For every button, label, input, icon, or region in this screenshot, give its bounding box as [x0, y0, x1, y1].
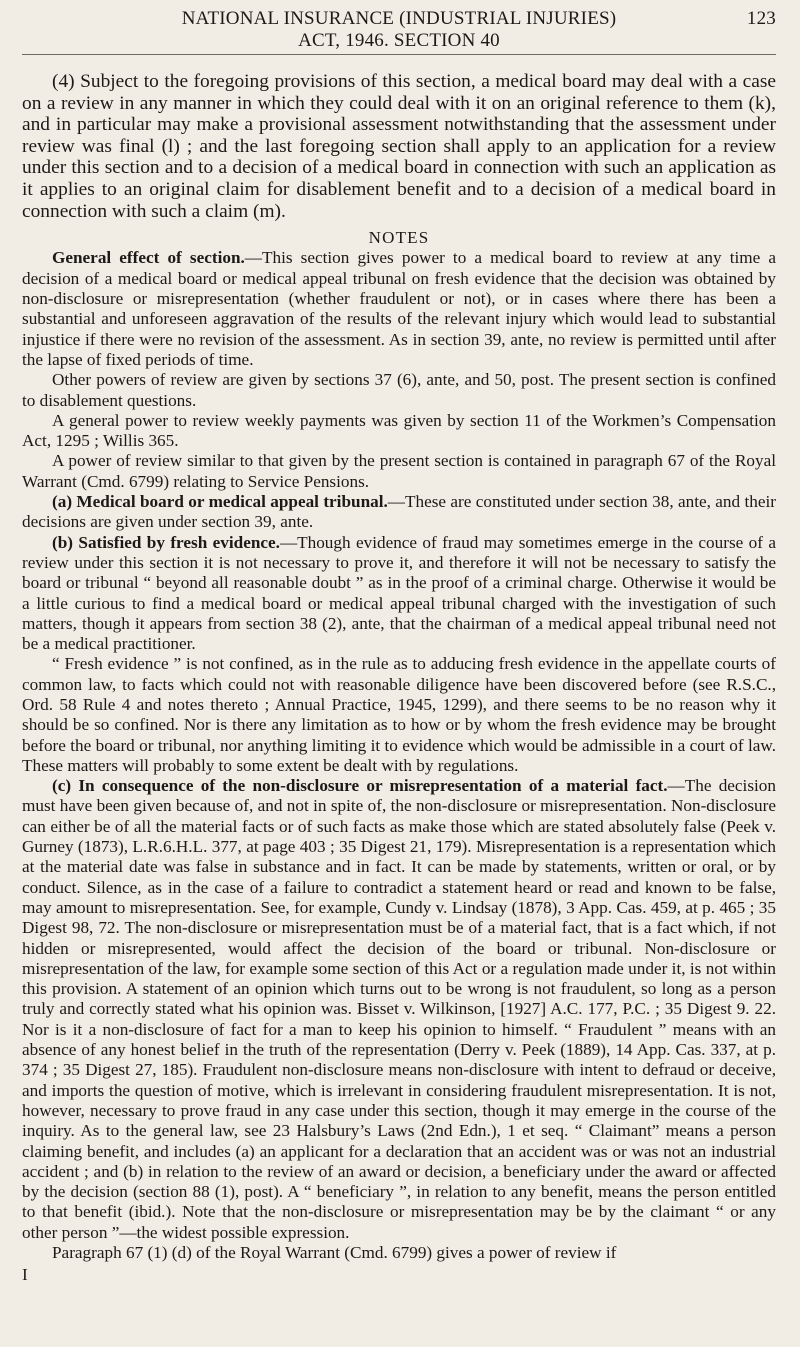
- note-heading: (a) Medical board or medical appeal tribunal.: [52, 492, 388, 512]
- note-text: —These are constituted under section 38, ante, and their decisions are given under section 39, ante.: [22, 492, 776, 532]
- note-text: A general power to review weekly payments was given by section 11 of the Workmen’s Compensation Act, 1295 ; Willis 365.: [22, 410, 776, 451]
- note-heading: (c) In consequence of the non-disclosure or misrepresentation of a material fact.: [52, 776, 668, 796]
- note-paragraph: [22, 533, 776, 655]
- notes-heading: NOTES: [368, 228, 430, 248]
- note-paragraph: [22, 411, 776, 452]
- note-paragraph: [22, 451, 776, 492]
- note-heading: General effect of section.: [52, 248, 245, 268]
- note-paragraph: [22, 776, 776, 1243]
- running-header: [22, 0, 776, 51]
- subsection-4-text: (4) Subject to the foregoing provisions of this section, a medical board may deal with a case on a review in any manner in which they could deal with it on an original reference to them (k), and in particular may make a provisional assessment notwithstanding that the assessment under review was final (l) ; and the last foregoing section shall apply to an application for a review under this section and to a decision of a medical board in connection with such an application as it applies to an original claim for disablement benefit and to a decision of a medical board in connection with such a claim (m).: [22, 71, 776, 222]
- header-rule: [22, 54, 776, 55]
- note-paragraph: [22, 492, 776, 533]
- page-body: [22, 71, 776, 1286]
- note-text: “ Fresh evidence ” is not confined, as in the rule as to adducing fresh evidence in the appellate courts of common law, to facts which could not with reasonable diligence have been discovered before (see R.S.C., Ord. 58 Rule 4 and notes thereto ; Annual Practice, 1945, 1299), and there seems to be no reason why it should be so confined. Nor is there any limitation as to how or by whom the fresh evidence may be brought before the board or tribunal, nor anything limiting it to evidence which would be admissible in a court of law. These matters will probably to some extent be dealt with by regulations.: [22, 654, 776, 775]
- footer-signature-mark: I: [22, 1265, 28, 1285]
- note-paragraph: [22, 248, 776, 370]
- running-title-line1: NATIONAL INSURANCE (INDUSTRIAL INJURIES): [181, 8, 617, 29]
- note-text: —This section gives power to a medical board to review at any time a decision of a medical board or medical appeal tribunal on fresh evidence that the decision was obtained by non-disclosure or misrepresentation (whether fraudulent or not), or in cases where there has been a substantial and unforeseen aggravation of the results of the relevant injury which would lead to substantial injustice if there were no revision of the assessment. As in section 39, ante, no review is permitted until after the lapse of fixed periods of time.: [22, 248, 777, 369]
- notes-list: [22, 248, 776, 1263]
- note-heading: (b) Satisfied by fresh evidence.: [52, 532, 280, 552]
- note-text: Other powers of review are given by sections 37 (6), ante, and 50, post. The present section is confined to disablement questions.: [22, 370, 776, 410]
- note-text: —Though evidence of fraud may sometimes emerge in the course of a review under this section it is not necessary to prove it, and therefore it will not be necessary to satisfy the board or tribunal “ beyond all reasonable doubt ” as in the proof of a criminal charge. Otherwise it would be a little curious to find a medical board or medical appeal tribunal charged with the investigation of such matters, though it appears from section 38 (2), ante, that the chairman of a medical appeal tribunal need not be a medical practitioner.: [22, 532, 776, 654]
- note-paragraph: [22, 1243, 776, 1263]
- note-paragraph: [22, 654, 776, 776]
- running-title-line2: ACT, 1946. SECTION 40: [298, 30, 500, 51]
- note-text: —The decision must have been given because of, and not in spite of, the non-disclosure or misrepresentation. Non-disclosure can either be of all the material facts or of such facts as make those which are stated absolutely false (Peek v. Gurney (1873), L.R.6.H.L. 377, at page 403 ; 35 Digest 21, 179). Misrepresentation is a representation which at the material date was false in substance and in fact. It can be made by statements, written or oral, or by conduct. Silence, as in the case of a failure to contradict a statement heard or read and known to be false, may amount to misrepresentation. See, for example, Cundy v. Lindsay (1878), 3 App. Cas. 459, at p. 465 ; 35 Digest 98, 72. The non-disclosure or misrepresentation must be of a material fact, that is a fact which, if not hidden or misrepresented, would affect the decision of the board or tribunal. Non-disclosure or misrepresentation of the law, for example some section of this Act or a regulation made under it, is not within this provision. A statement of an opinion which turns out to be wrong is not fraudulent, so long as a person truly and correctly stated what his opinion was. Bisset v. Wilkinson, [1927] A.C. 177, P.C. ; 35 Digest 9. 22. Nor is it a non-disclosure of fact for a man to keep his opinion to himself. “ Fraudulent ” means with an absence of any honest belief in the truth of the representation (Derry v. Peek (1889), 14 App. Cas. 337, at p. 374 ; 35 Digest 27, 185). Fraudulent non-disclosure means non-disclosure with intent to defraud or deceive, and imports the question of motive, which is irrelevant in considering fraudulent misrepresentation. It is not, however, necessary to prove fraud in any case under this section, though it may emerge in the course of the inquiry. As to the general law, see 23 Halsbury’s Laws (2nd Edn.), 1 et seq. “ Claimant” means a person claiming benefit, and includes (a) an applicant for a declaration that an accident was or was not an industrial accident ; and (b) in relation to the review of an award or decision, a beneficiary under the award or affected by the decision (section 88 (1), post). A “ beneficiary ”, in relation to any benefit, means the person entitled to that benefit (ibid.). Note that the non-disclosure or misrepresentation may be by the claimant “ or any other person ”—the widest possible expression.: [22, 776, 776, 1242]
- page-number: 123: [746, 8, 776, 29]
- note-text: A power of review similar to that given by the present section is contained in paragraph 67 of the Royal Warrant (Cmd. 6799) relating to Service Pensions.: [22, 451, 776, 491]
- note-paragraph: [22, 370, 776, 411]
- note-text: Paragraph 67 (1) (d) of the Royal Warrant (Cmd. 6799) gives a power of review if: [52, 1243, 617, 1262]
